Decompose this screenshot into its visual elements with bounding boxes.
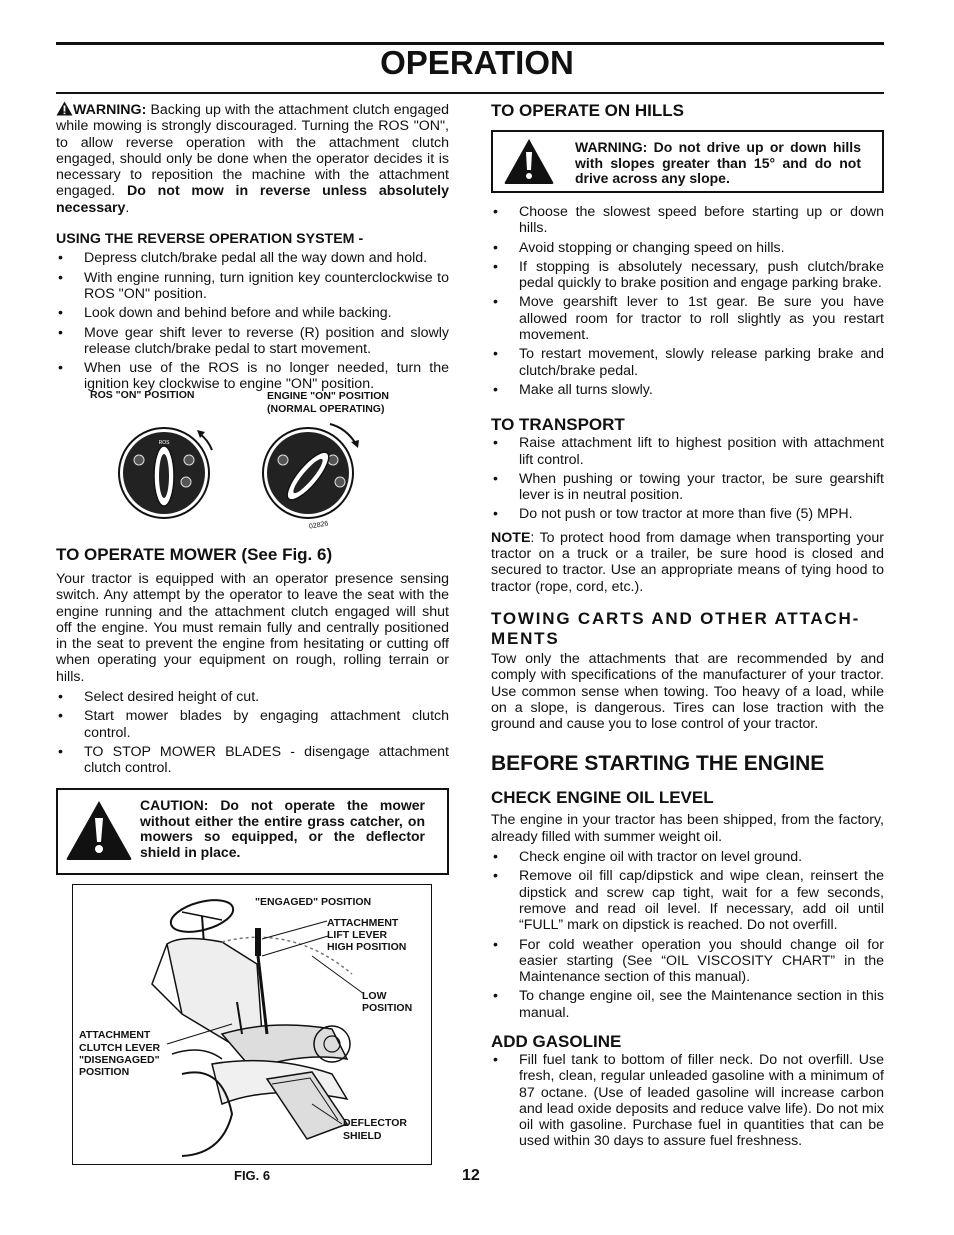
warning-label: WARNING: [73, 102, 147, 118]
list-item: • Depress clutch/brake pedal all the way down and hold. [56, 250, 449, 266]
list-item: • Move gear shift lever to reverse (R) position and slowly release clutch/brake pedal to start movement. [56, 325, 449, 358]
fig6-lift-label-1: ATTACHMENT [327, 917, 399, 929]
svg-text:ROS: ROS [158, 440, 170, 446]
list-item: • Avoid stopping or changing speed on hills. [491, 240, 884, 256]
oil-text: The engine in your tractor has been shipped, from the factory, already filled with summer weight oil. [491, 812, 884, 845]
page-title: OPERATION [380, 44, 574, 81]
list-item: • Remove oil fill cap/dipstick and wipe clean, reinsert the dipstick and screw cap tight, wait for a few seconds, remove and read oil level. If necessary, add oil until “FULL” mark on dipstick is reached. Do not overfill. [491, 868, 884, 933]
list-item: • If stopping is absolutely necessary, push clutch/brake pedal quickly to brake position and engage parking brake. [491, 259, 884, 292]
list-item: • When use of the ROS is no longer needed, turn the ignition key clockwise to engine "ON" position. [56, 360, 449, 393]
reverse-heading: USING THE REVERSE OPERATION SYSTEM - [56, 231, 364, 248]
oil-steps-list [491, 849, 884, 1021]
transport-note [491, 530, 884, 595]
list-item: • Do not push or tow tractor at more than five (5) MPH. [491, 506, 884, 522]
fig6-clutch-label-1: ATTACHMENT [79, 1029, 151, 1041]
fig6-engaged-label: "ENGAGED" POSITION [255, 896, 372, 908]
hills-warning-text: WARNING: Do not drive up or down hills with slopes greater than 15° and do not drive across any slope. [575, 139, 861, 186]
list-item: • Select desired height of cut. [56, 689, 449, 705]
transport-steps-list [491, 435, 884, 522]
list-item: • Look down and behind before and while backing. [56, 305, 449, 321]
engine-position-label-2: (NORMAL OPERATING) [267, 403, 385, 415]
list-item: • Make all turns slowly. [491, 382, 884, 398]
engine-position-label-1: ENGINE "ON" POSITION [267, 390, 389, 402]
hills-steps-list [491, 204, 884, 398]
fig6-clutch-label-3: "DISENGAGED" [79, 1054, 160, 1066]
right-column [491, 101, 884, 121]
warning-bold-text: Do not mow in reverse unless absolutely necessary [56, 183, 449, 216]
list-item: • Move gearshift lever to 1st gear. Be sure you have allowed room for tractor to roll slightly as you restart movement. [491, 294, 884, 343]
list-item: • Raise attachment lift to highest position with attachment lift control. [491, 435, 884, 468]
ros-ignition-icon [119, 428, 212, 518]
figure-code: 02826 [308, 520, 329, 531]
reverse-steps-list [56, 250, 449, 392]
list-item: • Fill fuel tank to bottom of filler neck. Do not overfill. Use fresh, clean, regular unleaded gasoline with a minimum of 87 octane. (Use of leaded gasoline will increase carbon and lead oxide deposits and reduce valve life). Do not mix oil with gasoline. Purchase fuel in quantities that can be used within 30 days to assure fuel freshness. [491, 1052, 884, 1150]
list-item: • To restart movement, slowly release parking brake and clutch/brake pedal. [491, 346, 884, 379]
transport-heading: TO TRANSPORT [491, 415, 625, 435]
mower-text: Your tractor is equipped with an operator presence sensing switch. Any attempt by the operator to leave the seat with the engine running and the attachment clutch engaged will shut off the engine. You must remain fully and centrally positioned in the seat to prevent the engine from hesitating or cutting off when operating your equipment on rough, rolling terrain or hills. [56, 571, 449, 685]
list-item: • TO STOP MOWER BLADES - disengage attachment clutch control. [56, 744, 449, 777]
hills-heading: TO OPERATE ON HILLS [491, 101, 684, 120]
list-item: • Check engine oil with tractor on level ground. [491, 849, 884, 865]
reverse-warning: WARNING: Backing up with the attachment clutch engaged while mowing is strongly discouraged. Turning the ROS "ON", to allow reverse operation with the attachment clutch engaged, should only be done when the operator decides it is necessary to reposition the machine with the attachment engaged. Do not mow in reverse unless absolutely necessary. [56, 102, 450, 216]
page-number: 12 [462, 1167, 480, 1184]
note-text: : To protect hood from damage when transporting your tractor on a truck or a trailer, be sure hood is closed and secured to tractor. Use an appropriate means of tying hood to tractor (rope, cord, etc.). [491, 529, 884, 595]
fig6-clutch-label-2: CLUTCH LEVER [79, 1042, 161, 1054]
gas-steps-list [491, 1052, 884, 1150]
title-underline [56, 92, 884, 94]
left-column [56, 101, 449, 396]
caution-text: CAUTION: Do not operate the mower without either the entire grass catcher, on mowers so equipped, or the deflector shield in place. [140, 797, 425, 860]
before-starting-heading: BEFORE STARTING THE ENGINE [491, 752, 825, 776]
list-item: • When pushing or towing your tractor, be sure gearshift lever is in neutral position. [491, 471, 884, 504]
fig6-low-label-1: LOW [362, 990, 387, 1002]
left-column-lower [56, 545, 449, 780]
list-item: • Choose the slowest speed before starting up or down hills. [491, 204, 884, 237]
list-item: • For cold weather operation you should change oil for easier starting (See “OIL VISCOSITY CHART” in the Maintenance section of this manual). [491, 937, 884, 986]
fig6-deflector-label-1: DEFLECTOR [343, 1117, 407, 1129]
caution-box [56, 788, 449, 875]
ros-position-label: ROS "ON" POSITION [90, 389, 195, 401]
fig6-deflector-label-2: SHIELD [343, 1130, 382, 1142]
engine-on-ignition-icon [263, 424, 359, 518]
warning-triangle-icon [64, 798, 134, 862]
fig6-caption: FIG. 6 [234, 1168, 271, 1183]
fig6-low-label-2: POSITION [362, 1002, 413, 1014]
warning-triangle-icon [503, 137, 555, 185]
towing-heading: TOWING CARTS AND OTHER ATTACH- MENTS [491, 608, 861, 648]
fig6-lift-label-2: LIFT LEVER [327, 929, 388, 941]
mower-heading: TO OPERATE MOWER (See Fig. 6) [56, 545, 333, 564]
list-item: • Start mower blades by engaging attachment clutch control. [56, 708, 449, 741]
fig6-lift-label-3: HIGH POSITION [327, 941, 407, 953]
list-item: • To change engine oil, see the Maintenance section in this manual. [491, 988, 884, 1021]
towing-text: Tow only the attachments that are recommended by and comply with specifications of the manufacturer of your tractor. Use common sense when towing. Too heavy of a load, while on a slope, is dangerous. Tires can lose traction with the ground and cause you to lose control of your tractor. [491, 650, 884, 733]
oil-heading: CHECK ENGINE OIL LEVEL [491, 788, 714, 808]
fig6-clutch-label-4: POSITION [79, 1066, 130, 1078]
note-label: NOTE [491, 529, 531, 546]
warning-text: Backing up with the attachment clutch engaged while mowing is strongly discouraged. Turning the ROS "ON", to allow reverse operation with the attachment clutch engaged, should only be done when the operator decides it is necessary to reposition the machine with the attachment engaged. [56, 102, 450, 200]
warning-triangle-icon [56, 101, 73, 116]
ignition-switch-diagrams [112, 418, 372, 533]
list-item: • With engine running, turn ignition key counterclockwise to ROS "ON" position. [56, 270, 449, 303]
hills-warning-box [491, 130, 884, 193]
gas-heading: ADD GASOLINE [491, 1031, 622, 1051]
mower-steps-list [56, 689, 449, 776]
right-column-lower [491, 204, 884, 1153]
